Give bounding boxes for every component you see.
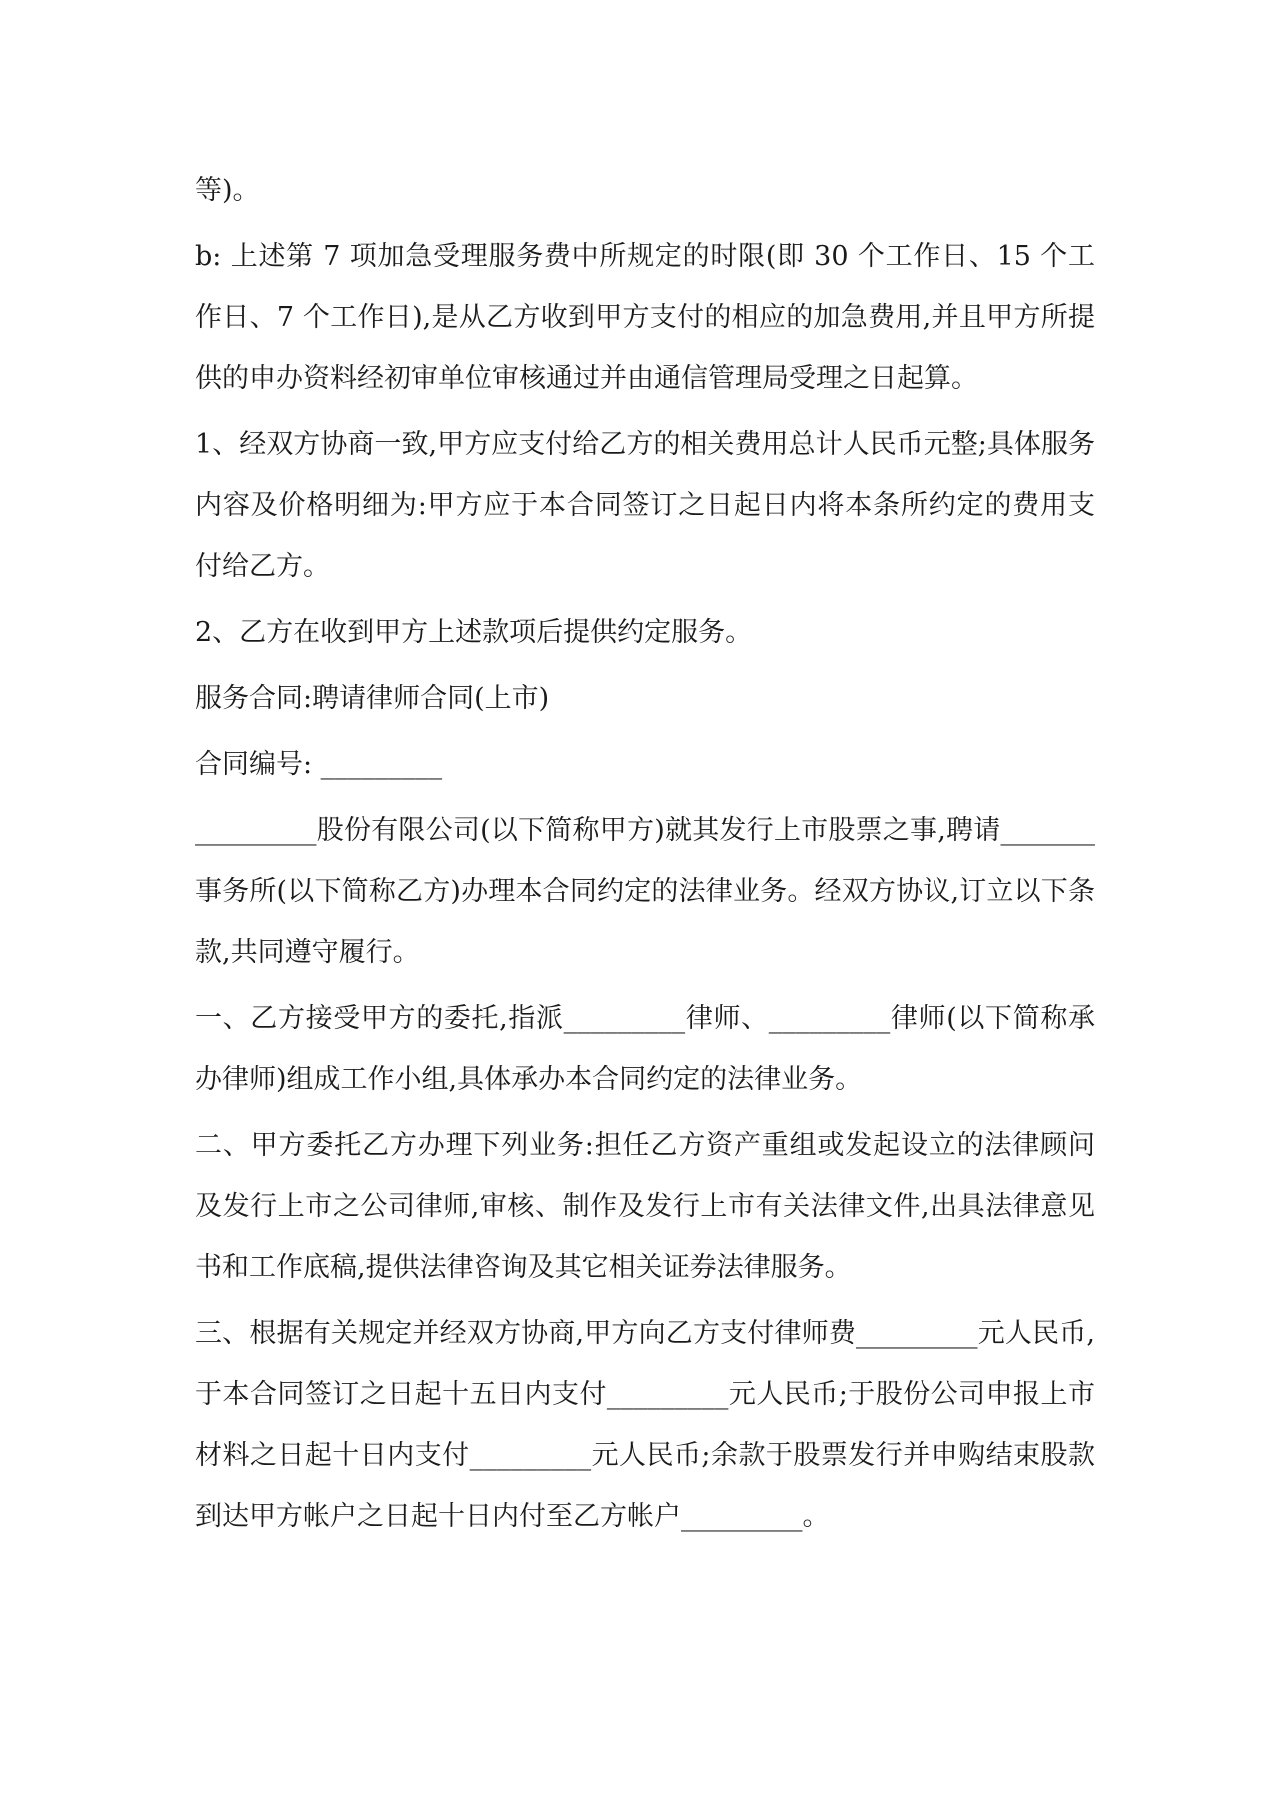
paragraph-article-1: 一、乙方接受甲方的委托,指派_________律师、_________律师(以下简称承办律师)组成工作小组,具体承办本合同约定的法律业务。 — [195, 1003, 1095, 1095]
contract-number: 合同编号: _________ — [195, 749, 443, 780]
paragraph-article-3: 三、根据有关规定并经双方协商,甲方向乙方支付律师费_________元人民币,于本合同签订之日起十五日内支付_________元人民币;于股份公司申报上市材料之日起十日内支付_________元人民币;余款于股票发行并申购结束股款到达甲方帐户之日起十日内付至乙方帐户_________。 — [195, 1318, 1095, 1532]
document-body — [195, 160, 1095, 1552]
paragraph-fee-clause-1: 1、经双方协商一致,甲方应支付给乙方的相关费用总计人民币元整;具体服务内容及价格明细为:甲方应于本合同签订之日起日内将本条所约定的费用支付给乙方。 — [195, 429, 1095, 582]
paragraph-article-2: 二、甲方委托乙方办理下列业务:担任乙方资产重组或发起设立的法律顾问及发行上市之公司律师,审核、制作及发行上市有关法律文件,出具法律意见书和工作底稿,提供法律咨询及其它相关证券法律服务。 — [195, 1130, 1095, 1283]
paragraph-continuation: 等)。 — [195, 175, 260, 206]
contract-title: 服务合同:聘请律师合同(上市) — [195, 683, 550, 714]
paragraph-preamble: _________股份有限公司(以下简称甲方)就其发行上市股票之事,聘请_______事务所(以下简称乙方)办理本合同约定的法律业务。经双方协议,订立以下条款,共同遵守履行。 — [195, 815, 1095, 968]
paragraph-fee-clause-2: 2、乙方在收到甲方上述款项后提供约定服务。 — [195, 617, 753, 648]
paragraph-time-limit-note: b: 上述第 7 项加急受理服务费中所规定的时限(即 30 个工作日、15 个工作日、7 个工作日),是从乙方收到甲方支付的相应的加急费用,并且甲方所提供的申办资料经初审单位审核通过并由通信管理局受理之日起算。 — [195, 241, 1095, 394]
